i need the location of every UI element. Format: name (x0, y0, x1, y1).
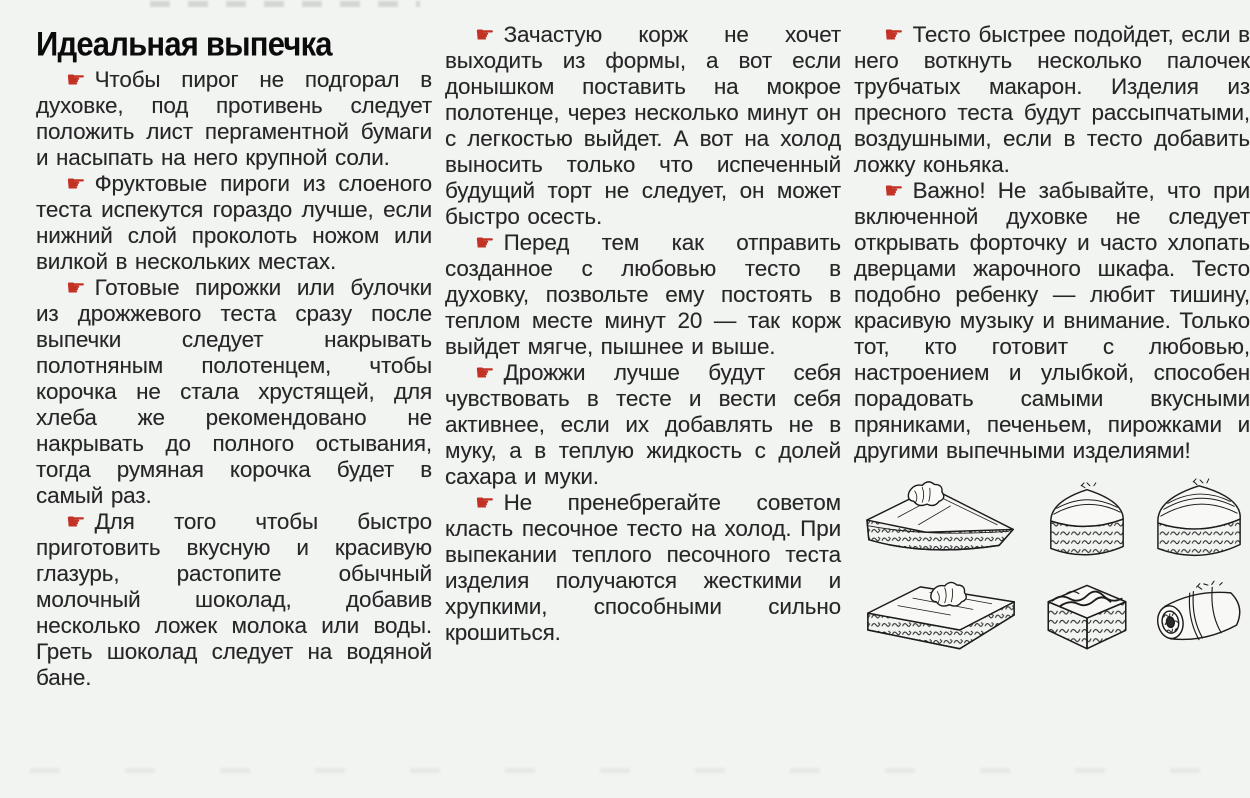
pointing-hand-icon: ☛ (66, 509, 86, 534)
scan-artifact-bottom (30, 768, 1220, 773)
tip-text: Важно! Не забывайте, что при включенной духовке не следует открывать форточку и часто хлопать дверцами жарочного шкафа. Тесто подобно ребенку — любит тишину, красивую музыку и внимание. Только тот, кто готовит с любовью, настроением и улыбкой, способен порадовать самыми вкусными пряниками, печеньем, пирожками и другими выпечными изделиями! (854, 178, 1250, 463)
text-column-2 (445, 22, 841, 798)
cake-slice-with-walnut-illustration (854, 476, 1028, 566)
text-column-1 (36, 22, 432, 798)
scan-artifact-top (150, 1, 420, 7)
tip-paragraph (36, 275, 432, 509)
tip-text: Фруктовые пироги из слоеного теста испекутся гораздо лучше, если нижний слой проколоть ножом или вилкой в нескольких местах. (36, 171, 432, 274)
tip-paragraph (445, 230, 841, 360)
pointing-hand-icon: ☛ (475, 360, 495, 385)
tip-paragraph (445, 360, 841, 490)
pastry-roll-illustration (1146, 570, 1250, 660)
layered-square-pastry-illustration (1036, 476, 1138, 566)
tip-paragraph (854, 22, 1250, 178)
tip-paragraph (36, 509, 432, 691)
text-column-3 (854, 22, 1250, 798)
page-title: Идеальная выпечка (36, 24, 332, 64)
pastry-illustrations (854, 476, 1250, 660)
tip-text: Чтобы пирог не подгорал в духовке, под противень следует положить лист пергаментной бумаги и насыпать на него крупной соли. (36, 67, 432, 170)
tip-text: Перед тем как отправить созданное с любовью тесто в духовку, позвольте ему постоять в теплом месте минут 20 — так корж выйдет мягче, пышнее и выше. (445, 230, 841, 359)
tip-text: Тесто быстрее подойдет, если в него воткнуть несколько палочек трубчатых макарон. Изделия из пресного теста будут рассыпчатыми, воздушными, если в тесто добавить ложку коньяка. (854, 22, 1250, 177)
pointing-hand-icon: ☛ (66, 67, 86, 92)
tip-text: Для того чтобы быстро приготовить вкусную и красивую глазурь, растопите обычный молочный шоколад, добавив несколько ложек молока или воды. Греть шоколад следует на водяной бане. (36, 509, 432, 690)
square-pastry-with-drizzle-illustration (1036, 570, 1138, 660)
pointing-hand-icon: ☛ (66, 171, 86, 196)
pointing-hand-icon: ☛ (475, 490, 495, 515)
pointing-hand-icon: ☛ (475, 22, 495, 47)
tip-text: Дрожжи лучше будут себя чувствовать в тесте и вести себя активнее, если их добавлять не в муку, а в теплую жидкость с долей сахара и муки. (445, 360, 841, 489)
pointing-hand-icon: ☛ (884, 22, 904, 47)
tip-text: Зачастую корж не хочет выходить из формы, а вот если донышком поставить на мокрое полотенце, через несколько минут он с легкостью выйдет. А вот на холод выносить только что испеченный будущий торт не следует, он может быстро осесть. (445, 22, 841, 229)
pointing-hand-icon: ☛ (475, 230, 495, 255)
pointing-hand-icon: ☛ (884, 178, 904, 203)
tip-paragraph (445, 490, 841, 646)
tip-paragraph (36, 67, 432, 171)
tip-text: Готовые пирожки или булочки из дрожжевого теста сразу после выпечки следует накрывать полотняным полотенцем, чтобы корочка не стала хрустящей, для хлеба же рекомендовано не накрывать до полного остывания, тогда румяная корочка будет в самый раз. (36, 275, 432, 508)
tip-paragraph (854, 178, 1250, 464)
pointing-hand-icon: ☛ (66, 275, 86, 300)
layered-square-pastry-large-illustration (1146, 476, 1250, 566)
tip-paragraph (36, 171, 432, 275)
tip-text: Не пренебрегайте советом класть песочное тесто на холод. При выпекании теплого песочного теста изделия получаются жесткими и хрупкими, способными сильно крошиться. (445, 490, 841, 645)
tip-paragraph (445, 22, 841, 230)
rectangular-cake-with-walnut-illustration (854, 570, 1028, 660)
